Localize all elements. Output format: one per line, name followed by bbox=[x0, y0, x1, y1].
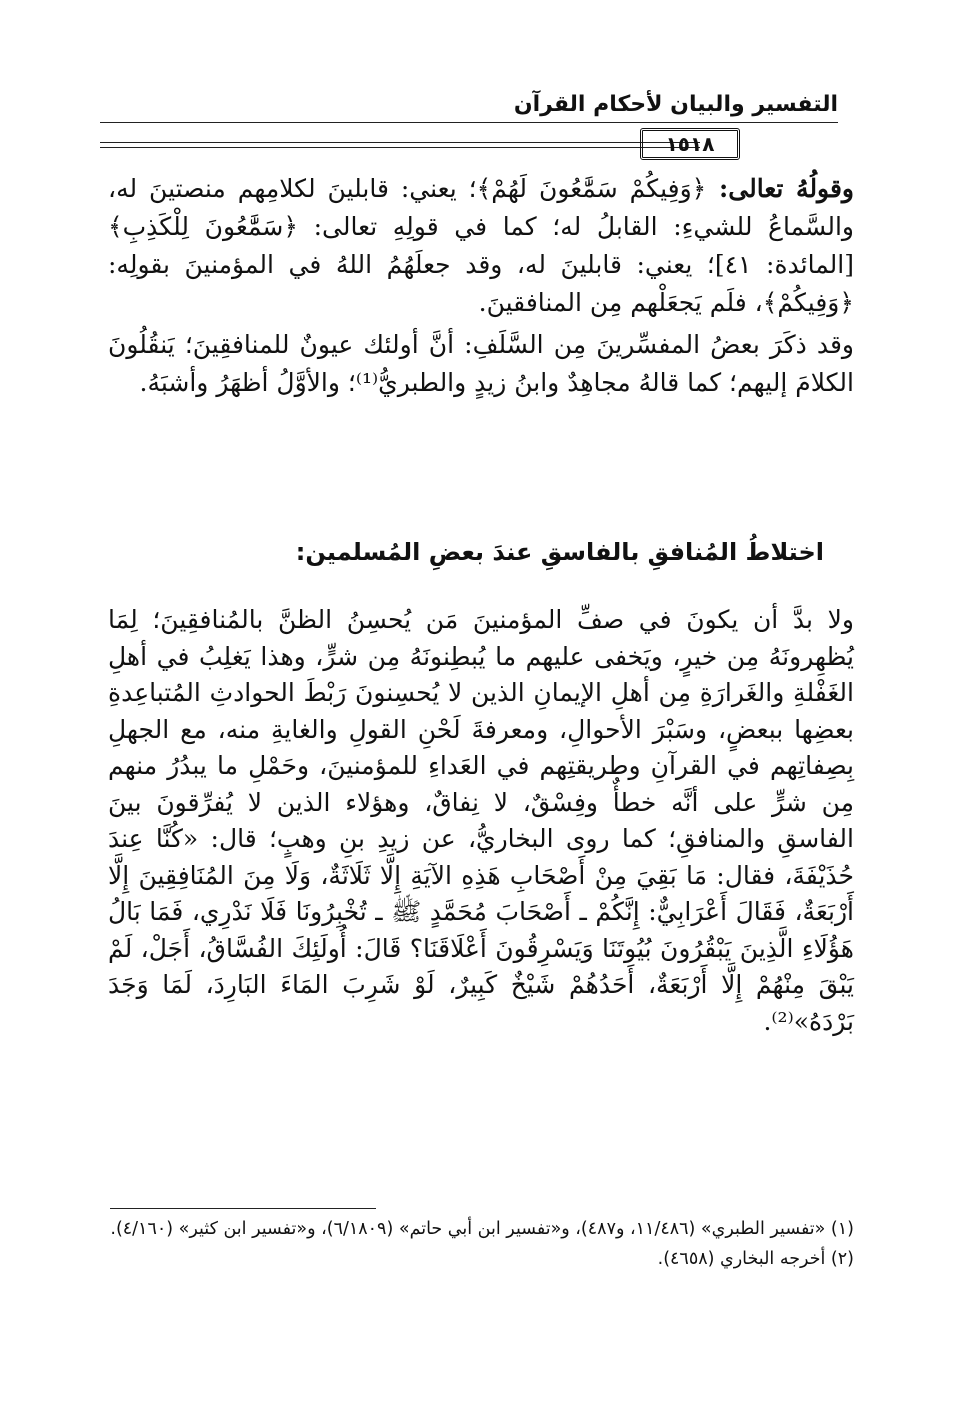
paragraph-1-text: ﴿وَفِيكُمْ سَمَّٰعُونَ لَهُمْ﴾؛ يعني: قابلينَ لكلامِهم منصتينَ له، والسَّماعُ للشيءِ: القابلُ له؛ كما في قولِهِ تعالى: ﴿سَمَّٰعُونَ لِلْكَذِبِ﴾ [المائدة: ٤١]؛ يعني: قابلينَ له، وقد جعلَهُمُ اللهُ في المؤمنينَ بقولِه: ﴿وَفِيكُمْ﴾، فلَم يَجعَلْهم مِن المنافقينَ. bbox=[108, 174, 855, 317]
footnote-1: (١) «تفسير الطبري» (١١/٤٨٦، و٤٨٧)، و«تفسير ابن أبي حاتم» (٦/١٨٠٩)، و«تفسير ابن كثير» (٤/١٦٠). bbox=[110, 1219, 854, 1239]
header-rule bbox=[100, 122, 838, 123]
footnotes bbox=[108, 1214, 854, 1274]
paragraph-2 bbox=[108, 326, 854, 402]
paragraph-1 bbox=[108, 170, 854, 322]
page-number-line-lower bbox=[100, 147, 700, 148]
page-number-line-upper bbox=[100, 142, 700, 143]
page-number: ١٥١٨ bbox=[640, 128, 740, 160]
footnote-rule bbox=[110, 1208, 376, 1209]
running-title: التفسير والبيان لأحكام القرآن bbox=[513, 92, 838, 117]
body-text-section bbox=[108, 602, 854, 1040]
body-text-top bbox=[108, 170, 854, 402]
footnote-2: (٢) أخرجه البخاري (٤٦٥٨). bbox=[657, 1249, 854, 1269]
page-header bbox=[100, 92, 838, 154]
paragraph-2-text: وقد ذكَرَ بعضُ المفسِّرينَ مِن السَّلَفِ: أنَّ أولئك عيونٌ للمنافقِينَ؛ يَنقُلُونَ الكلامَ إليهم؛ كما قالهُ مجاهِدٌ وابنُ زيدٍ والطبريُّ⁽¹⁾؛ والأوَّلُ أظهَرُ وأشبَهُ. bbox=[108, 330, 854, 397]
section-heading: اختلاطُ المُنافقِ بالفاسقِ عندَ بعضِ المُسلمين: bbox=[295, 538, 824, 566]
paragraph-1-lead: وقولُهُ تعالى: bbox=[706, 174, 854, 203]
section-paragraph: ولا بدَّ أن يكونَ في صفِّ المؤمنينَ مَن يُحسِنُ الظنَّ بالمُنافقِينَ؛ لِمَا يُظهِرونَهُ مِن خيرٍ، ويَخفى عليهم ما يُبطِنونَهُ مِن شرٍّ، وهذا يَغلِبُ في أهلِ الغَفْلةِ والغَرارَةِ مِن أهلِ الإيمانِ الذين لا يُحسِنونَ رَبْطَ الحوادثِ المُتباعِدةِ بعضِها ببعضٍ، وسَبْرَ الأحوالِ، ومعرفةَ لَحْنِ القولِ والغايةِ منه، مع الجهلِ بِصِفاتِهم في القرآنِ وطريقتِهم في العَداءِ للمؤمنينَ، وحَمْلِ ما يبدُرُ منهم مِن شرٍّ على أنَّه خطأٌ وفِسْقٌ، لا نِفاقٌ، وهؤلاء الذين لا يُفرِّقونَ بينَ الفاسقِ والمنافقِ؛ كما روى البخاريُّ، عن زيدِ بنِ وهبٍ؛ قال: «كُنَّا عِندَ حُذَيْفَةَ، فقال: مَا بَقِيَ مِنْ أَصْحَابِ هَذِهِ الآيَةِ إِلَّا ثَلَاثَةٌ، وَلَا مِنَ المُنَافِقِينَ إِلَّا أَرْبَعَةٌ، فَقَالَ أَعْرَابِيٌّ: إِنَّكُمْ ـ أَصْحَابَ مُحَمَّدٍ ﷺ ـ تُخْبِرُونَا فَلَا نَدْرِي، فَمَا بَالُ هَؤُلَاءِ الَّذِينَ يَبْقُرُونَ بُيُوتَنَا وَيَسْرِقُونَ أَعْلَاقَنَا؟ قَالَ: أُولَئِكَ الفُسَّاقُ، أَجَلْ، لَمْ يَبْقَ مِنْهُمْ إِلَّا أَرْبَعَةٌ، أَحَدُهُمْ شَيْخٌ كَبِيرٌ، لَوْ شَرِبَ المَاءَ البَارِدَ، لَمَا وَجَدَ بَرْدَهُ»⁽²⁾. bbox=[108, 605, 854, 1036]
